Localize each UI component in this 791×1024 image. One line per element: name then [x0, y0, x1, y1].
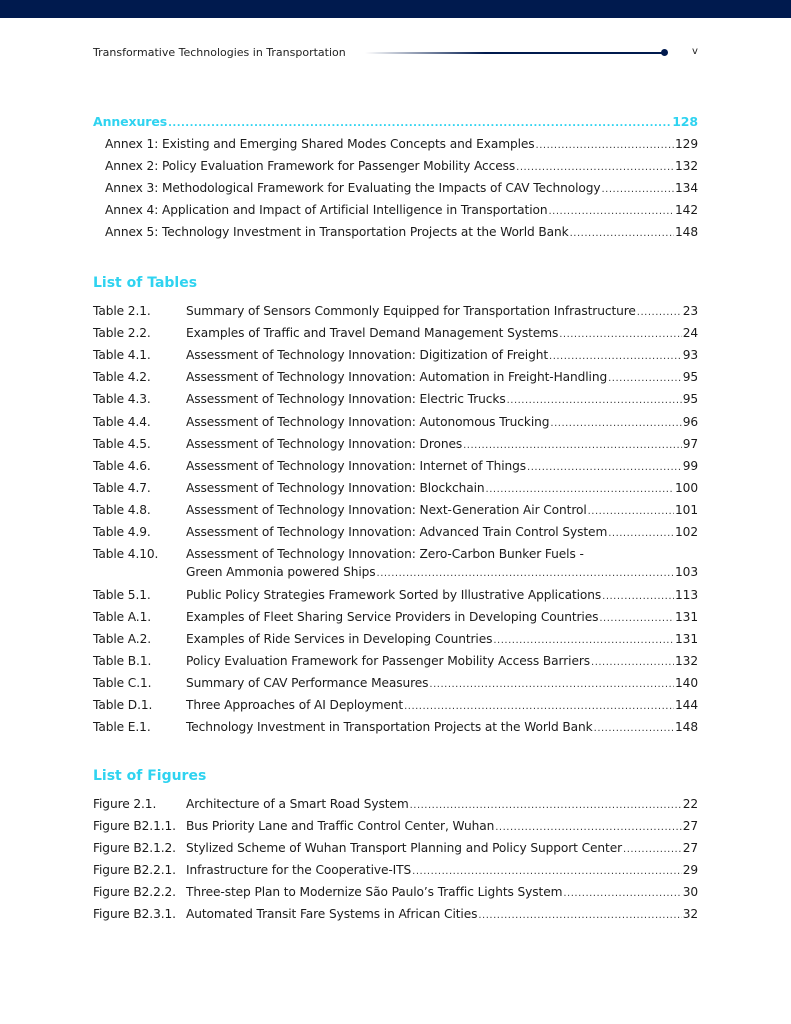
toc-entry-title: Assessment of Technology Innovation: Drones	[186, 436, 463, 451]
toc-entry[interactable]	[93, 676, 698, 690]
dot-leader	[570, 225, 674, 239]
dot-leader	[463, 437, 682, 451]
toc-entry[interactable]	[105, 159, 698, 173]
toc-entry-title: Policy Evaluation Framework for Passenger Mobility Access Barriers	[186, 653, 591, 668]
toc-entry-label: Table C.1.	[93, 676, 152, 690]
toc-entry-label: Figure B2.1.1.	[93, 819, 176, 833]
toc-entry[interactable]	[93, 547, 698, 561]
dot-leader	[563, 885, 681, 899]
toc-entry[interactable]	[93, 819, 698, 833]
toc-entry[interactable]	[93, 370, 698, 384]
toc-entry-title: Bus Priority Lane and Traffic Control Center, Wuhan	[186, 819, 495, 833]
toc-entry-label: Figure B2.1.2.	[93, 841, 176, 855]
dot-leader	[549, 348, 682, 362]
dot-leader	[429, 676, 674, 690]
dot-leader	[495, 819, 681, 833]
toc-entry-page: 96	[682, 414, 698, 429]
toc-entry-label: Table 2.1.	[93, 304, 151, 318]
toc-entry-page: 148	[675, 225, 698, 240]
toc-entry[interactable]	[93, 326, 698, 340]
dot-leader	[637, 304, 682, 318]
dot-leader	[486, 481, 675, 495]
toc-entry[interactable]	[93, 348, 698, 362]
toc-entry[interactable]	[93, 885, 698, 899]
header-rule-dot	[661, 49, 668, 56]
toc-entry-title: Annex 5: Technology Investment in Transportation Projects at the World Bank	[105, 225, 569, 240]
toc-entry-label: Table 4.6.	[93, 458, 151, 473]
toc-entry-label: Table 4.4.	[93, 414, 151, 429]
toc-entry-page: 22	[682, 797, 698, 811]
toc-entry-page: 102	[675, 525, 698, 539]
toc-entry-title: Assessment of Technology Innovation: Next-Generation Air Control	[186, 502, 587, 517]
toc-entry-title: Examples of Traffic and Travel Demand Management Systems	[186, 326, 559, 341]
dot-leader	[559, 326, 681, 340]
toc-entry-label: Table 4.8.	[93, 502, 151, 517]
dot-leader	[168, 114, 671, 129]
toc-entry-title: Summary of Sensors Commonly Equipped for Transportation Infrastructure	[186, 304, 636, 318]
toc-entry-label: Table A.1.	[93, 609, 152, 624]
toc-entry-label: Table B.1.	[93, 653, 152, 668]
toc-entry-title: Public Policy Strategies Framework Sorted by Illustrative Applications	[186, 587, 602, 602]
header-rule	[365, 52, 665, 54]
toc-entry[interactable]	[105, 181, 698, 195]
dot-leader	[412, 863, 682, 877]
toc-entry-title: Annex 3: Methodological Framework for Evaluating the Impacts of CAV Technology	[105, 181, 601, 196]
toc-entry-label: Table 5.1.	[93, 587, 151, 602]
toc-entry[interactable]	[93, 632, 698, 646]
dot-leader	[594, 720, 674, 734]
dot-leader	[599, 610, 674, 624]
toc-entry-title: Annexures	[93, 114, 168, 129]
dot-leader	[404, 698, 674, 712]
toc-entry-title: Assessment of Technology Innovation: Autonomous Trucking	[186, 414, 550, 429]
toc-entry[interactable]	[93, 720, 698, 734]
toc-entry-label: Table A.2.	[93, 631, 152, 646]
dot-leader	[602, 588, 674, 602]
page-number: v	[692, 46, 698, 57]
toc-entry[interactable]	[93, 503, 698, 517]
toc-entry-title: Three Approaches of AI Deployment	[186, 698, 404, 713]
toc-entry-page: 24	[682, 326, 698, 341]
toc-entry-annexures[interactable]	[93, 114, 698, 129]
toc-entry-page: 97	[682, 436, 698, 451]
list-of-figures-heading: List of Figures	[93, 768, 207, 784]
dot-leader	[550, 415, 681, 429]
toc-entry-title: Stylized Scheme of Wuhan Transport Planning and Policy Support Center	[186, 841, 623, 855]
running-header-title: Transformative Technologies in Transportation	[93, 46, 346, 59]
toc-entry[interactable]	[93, 797, 698, 811]
toc-entry-label: Figure B2.2.1.	[93, 863, 176, 877]
toc-entry[interactable]	[93, 863, 698, 877]
toc-entry-title: Automated Transit Fare Systems in African Cities	[186, 907, 478, 921]
toc-entry-label: Table 4.3.	[93, 392, 151, 407]
dot-leader	[527, 459, 682, 473]
toc-entry-label: Table 4.1.	[93, 348, 151, 363]
toc-entry-page: 128	[672, 114, 698, 129]
toc-entry-label: Table 4.9.	[93, 525, 151, 539]
dot-leader	[536, 137, 675, 151]
toc-entry-page: 131	[675, 609, 698, 624]
dot-leader	[410, 797, 682, 811]
toc-entry-title: Infrastructure for the Cooperative-ITS	[186, 863, 412, 877]
toc-entry[interactable]	[93, 437, 698, 451]
toc-entry-title: Examples of Ride Services in Developing Countries	[186, 631, 493, 646]
toc-entry-page: 144	[675, 698, 698, 713]
toc-entry-label: Table 4.5.	[93, 436, 151, 451]
toc-entry-page: 27	[682, 819, 698, 833]
toc-entry-title: Technology Investment in Transportation Projects at the World Bank	[186, 720, 593, 735]
dot-leader	[602, 181, 675, 195]
toc-entry-label: Table 4.7.	[93, 480, 151, 495]
dot-leader	[588, 503, 674, 517]
toc-entry-label: Table 4.10.	[93, 547, 159, 562]
toc-entry-continuation[interactable]	[186, 565, 698, 579]
dot-leader	[549, 203, 675, 217]
dot-leader	[377, 565, 675, 579]
dot-leader	[623, 841, 682, 855]
toc-entry[interactable]	[93, 415, 698, 429]
toc-entry-label: Figure 2.1.	[93, 797, 157, 811]
toc-entry-page: 93	[682, 348, 698, 363]
toc-entry-page: 131	[675, 631, 698, 646]
toc-entry-label: Table 4.2.	[93, 370, 151, 385]
toc-entry-title: Annex 2: Policy Evaluation Framework for Passenger Mobility Access	[105, 159, 516, 174]
toc-entry-page: 103	[675, 565, 698, 580]
toc-entry-title: Assessment of Technology Innovation: Electric Trucks	[186, 392, 506, 407]
toc-entry-title-line2: Green Ammonia powered Ships	[186, 565, 376, 580]
toc-entry-title: Assessment of Technology Innovation: Advanced Train Control System	[186, 525, 608, 539]
toc-entry-page: 99	[682, 458, 698, 473]
toc-entry-page: 95	[682, 370, 698, 385]
toc-entry[interactable]	[93, 481, 698, 495]
toc-entry[interactable]	[105, 137, 698, 151]
toc-entry[interactable]	[93, 654, 698, 668]
toc-entry[interactable]	[93, 588, 698, 602]
toc-entry-title: Examples of Fleet Sharing Service Providers in Developing Countries	[186, 609, 599, 624]
toc-entry-label: Table E.1.	[93, 720, 151, 735]
toc-entry[interactable]	[93, 907, 698, 921]
toc-entry-page: 101	[675, 502, 698, 517]
toc-entry-title: Assessment of Technology Innovation: Digitization of Freight	[186, 348, 549, 363]
toc-entry-title: Assessment of Technology Innovation: Automation in Freight-Handling	[186, 370, 608, 385]
toc-entry-page: 129	[675, 137, 698, 151]
toc-entry-title: Assessment of Technology Innovation: Internet of Things	[186, 458, 527, 473]
toc-entry-label: Figure B2.2.2.	[93, 885, 176, 899]
toc-entry[interactable]	[93, 610, 698, 624]
toc-entry-label: Table D.1.	[93, 698, 153, 713]
toc-entry-title: Architecture of a Smart Road System	[186, 797, 409, 811]
top-banner	[0, 0, 791, 18]
toc-entry-title: Summary of CAV Performance Measures	[186, 676, 429, 690]
toc-entry[interactable]	[93, 841, 698, 855]
toc-entry[interactable]	[105, 203, 698, 217]
toc-entry[interactable]	[93, 459, 698, 473]
toc-entry-page: 132	[675, 159, 698, 174]
toc-entry[interactable]	[105, 225, 698, 239]
toc-entry-title: Three-step Plan to Modernize São Paulo’s Traffic Lights System	[186, 885, 563, 899]
toc-entry-title: Assessment of Technology Innovation: Blockchain	[186, 480, 485, 495]
list-of-tables-heading: List of Tables	[93, 275, 198, 291]
dot-leader	[493, 632, 674, 646]
toc-entry[interactable]	[93, 304, 698, 318]
toc-entry-page: 100	[675, 480, 698, 495]
toc-entry[interactable]	[93, 392, 698, 406]
toc-entry-page: 23	[682, 304, 698, 318]
toc-entry-page: 30	[682, 885, 698, 899]
dot-leader	[608, 370, 682, 384]
dot-leader	[507, 392, 682, 406]
toc-entry-page: 27	[682, 841, 698, 855]
toc-entry-page: 134	[675, 181, 698, 196]
dot-leader	[608, 525, 674, 539]
toc-entry-title: Assessment of Technology Innovation: Zero-Carbon Bunker Fuels -	[186, 547, 584, 562]
toc-entry-label: Figure B2.3.1.	[93, 907, 176, 921]
dot-leader	[516, 159, 674, 173]
toc-entry-page: 132	[675, 653, 698, 668]
toc-entry-page: 142	[675, 203, 698, 218]
toc-entry-page: 113	[675, 587, 698, 602]
toc-entry[interactable]	[93, 525, 698, 539]
toc-entry-page: 148	[675, 720, 698, 735]
toc-entry[interactable]	[93, 698, 698, 712]
toc-entry-page: 140	[675, 676, 698, 690]
toc-entry-page: 29	[682, 863, 698, 877]
toc-entry-page: 32	[682, 907, 698, 921]
toc-entry-title: Annex 1: Existing and Emerging Shared Modes Concepts and Examples	[105, 137, 535, 151]
dot-leader	[478, 907, 681, 921]
toc-entry-page: 95	[682, 392, 698, 407]
toc-entry-title: Annex 4: Application and Impact of Artificial Intelligence in Transportation	[105, 203, 548, 218]
dot-leader	[591, 654, 674, 668]
toc-entry-label: Table 2.2.	[93, 326, 151, 341]
